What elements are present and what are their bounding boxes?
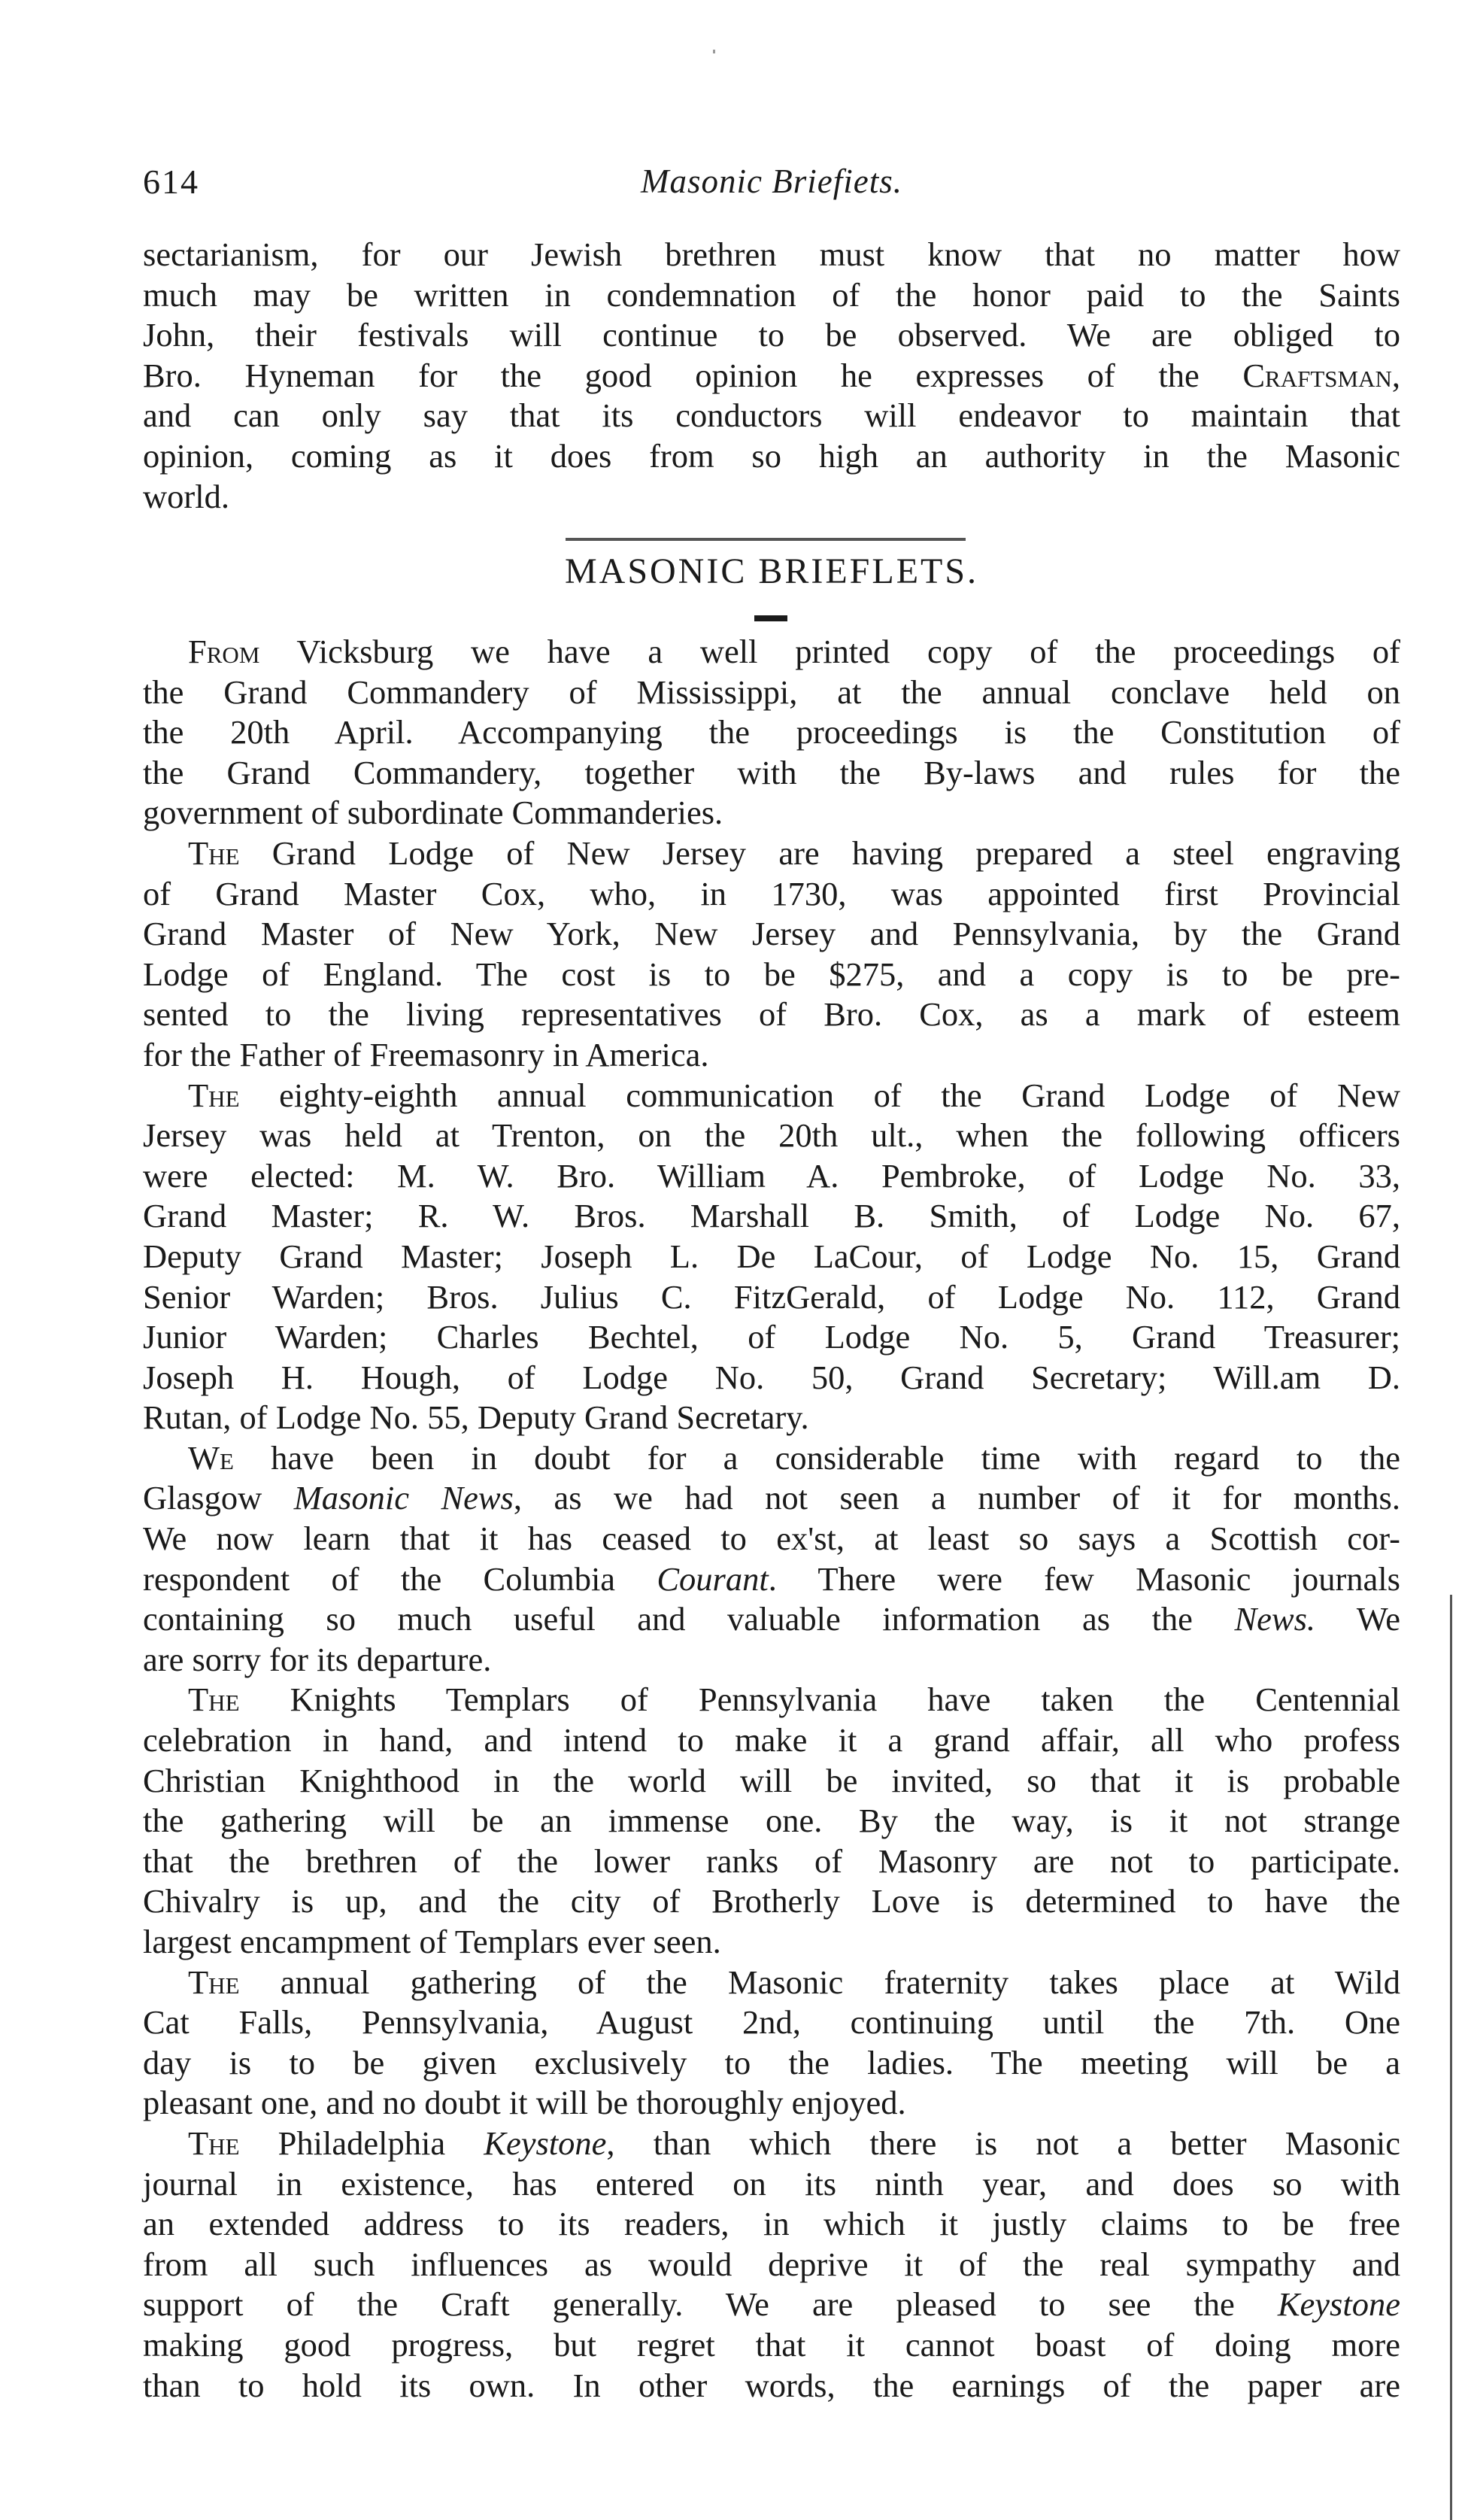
text-line: largest encampment of Templars ever seen. [143,1923,721,1960]
title-dash [754,615,787,621]
text-line: John, their festivals will continue to be observed. We are obliged to [143,316,1400,354]
running-head [143,162,1400,214]
text-line: Lodge of England. The cost is to be $275, and a copy is to be pre- [143,955,1400,993]
text-line: containing so much useful and valuable information as the News. We [143,1600,1400,1638]
text-line: sectarianism, for our Jewish brethren must know that no matter how [143,235,1400,273]
text-line: for the Father of Freemasonry in America. [143,1035,709,1073]
text-line: Junior Warden; Charles Bechtel, of Lodge No. 5, Grand Treasurer; [143,1318,1400,1356]
text-line: government of subordinate Commanderies. [143,794,723,832]
text-line: Glasgow Masonic News, as we had not seen a number of it for months. [143,1479,1400,1517]
text-line: Senior Warden; Bros. Julius C. FitzGerald, of Lodge No. 112, Grand [143,1277,1400,1316]
paragraph-first-line [143,632,1400,673]
text-line: respondent of the Columbia Courant. There were few Masonic journals [143,1559,1400,1598]
paragraph-lead: The [188,1076,240,1114]
text-line: the Grand Commandery, together with the By-laws and rules for the [143,753,1400,791]
text-line: Grand Master of New York, New Jersey and Pennsylvania, by the Grand [143,915,1400,953]
paragraph-lead: The [188,1681,240,1719]
paragraph-lead: We [188,1438,234,1477]
paragraph-first-line [143,2124,1400,2164]
text-line: of Grand Master Cox, who, in 1730, was appointed first Provincial [143,874,1400,912]
paragraph-lead: From [188,633,260,670]
text-run: Knights Templars of Pennsylvania have taken the Centennial [239,1681,1400,1719]
running-title: Masonic Briefiets. [641,162,902,200]
text-line: an extended address to its readers, in which it justly claims to be free [143,2205,1400,2243]
paragraph-lead: The [188,2124,240,2162]
text-line: world. [143,477,229,515]
text-line: Cat Falls, Pennsylvania, August 2nd, continuing until the 7th. One [143,2003,1400,2042]
text-line: opinion, coming as it does from so high an authority in the Masonic [143,436,1400,475]
text-line: Chivalry is up, and the city of Brotherly Love is determined to have the [143,1882,1400,1920]
text-line: day is to be given exclusively to the ladies. The meeting will be a [143,2043,1400,2081]
paragraph-first-line [143,1680,1400,1720]
paragraph-first-line [143,1963,1400,2003]
paragraph-first-line [143,833,1400,874]
text-line: Jersey was held at Trenton, on the 20th ult., when the following officers [143,1116,1400,1155]
brieflets-body [143,632,1400,2406]
print-speck [713,50,715,53]
text-line: the gathering will be an immense one. By the way, is it not strange [143,1802,1400,1840]
text-line: are sorry for its departure. [143,1640,492,1678]
text-line: than to hold its own. In other words, the earnings of the paper are [143,2366,1400,2404]
text-line: were elected: M. W. Bro. William A. Pembroke, of Lodge No. 33, [143,1156,1400,1195]
text-line: Joseph H. Hough, of Lodge No. 50, Grand Secretary; Will.am D. [143,1358,1400,1396]
continued-paragraph [143,235,1400,517]
text-line: much may be written in condemnation of the honor paid to the Saints [143,275,1400,314]
text-line: and can only say that its conductors will endeavor to maintain that [143,396,1400,435]
text-line: Christian Knighthood in the world will be invited, so that it is probable [143,1761,1400,1799]
page-number: 614 [143,162,199,201]
text-line: pleasant one, and no doubt it will be thoroughly enjoyed. [143,2084,906,2122]
section-rule [566,538,966,541]
text-line: that the brethren of the lower ranks of Masonry are not to participate. [143,1841,1400,1880]
text-line: from all such influences as would deprive it of the real sympathy and [143,2245,1400,2283]
text-line: Grand Master; R. W. Bros. Marshall B. Smith, of Lodge No. 67, [143,1197,1400,1235]
text-line: sented to the living representatives of Bro. Cox, as a mark of esteem [143,995,1400,1034]
text-line: Deputy Grand Master; Joseph L. De LaCour, of Lodge No. 15, Grand [143,1237,1400,1275]
paragraph-first-line [143,1076,1400,1116]
paragraph-first-line [143,1438,1400,1479]
text-line: the 20th April. Accompanying the proceedings is the Constitution of [143,713,1400,751]
text-run: eighty-eighth annual communication of the Grand Lodge of New [239,1076,1400,1114]
paragraph-lead: The [188,833,240,872]
text-line: Rutan, of Lodge No. 55, Deputy Grand Secretary. [143,1398,809,1437]
section-title: MASONIC BRIEFLETS. [564,551,979,591]
text-run: have been in doubt for a considerable time with regard to the [233,1438,1400,1477]
text-run: Philadelphia Keystone, than which there is not a better Masonic [239,2124,1400,2162]
text-line: We now learn that it has ceased to ex'st, at least so says a Scottish cor- [143,1520,1400,1558]
text-line: support of the Craft generally. We are pleased to see the Keystone [143,2285,1400,2324]
text-run: Grand Lodge of New Jersey are having prepared a steel engraving [239,833,1400,872]
text-run: annual gathering of the Masonic fraternity takes place at Wild [239,1963,1400,2001]
text-line: Bro. Hyneman for the good opinion he expresses of the Craftsman, [143,356,1400,394]
page-edge-shadow [1450,1595,1452,2520]
text-line: the Grand Commandery of Mississippi, at the annual conclave held on [143,673,1400,711]
text-line: journal in existence, has entered on its ninth year, and does so with [143,2164,1400,2203]
text-line: celebration in hand, and intend to make it a grand affair, all who profess [143,1721,1400,1759]
text-line: making good progress, but regret that it cannot boast of doing more [143,2325,1400,2364]
text-run: Vicksburg we have a well printed copy of the proceedings of [259,633,1400,670]
paragraph-lead: The [188,1963,240,2001]
